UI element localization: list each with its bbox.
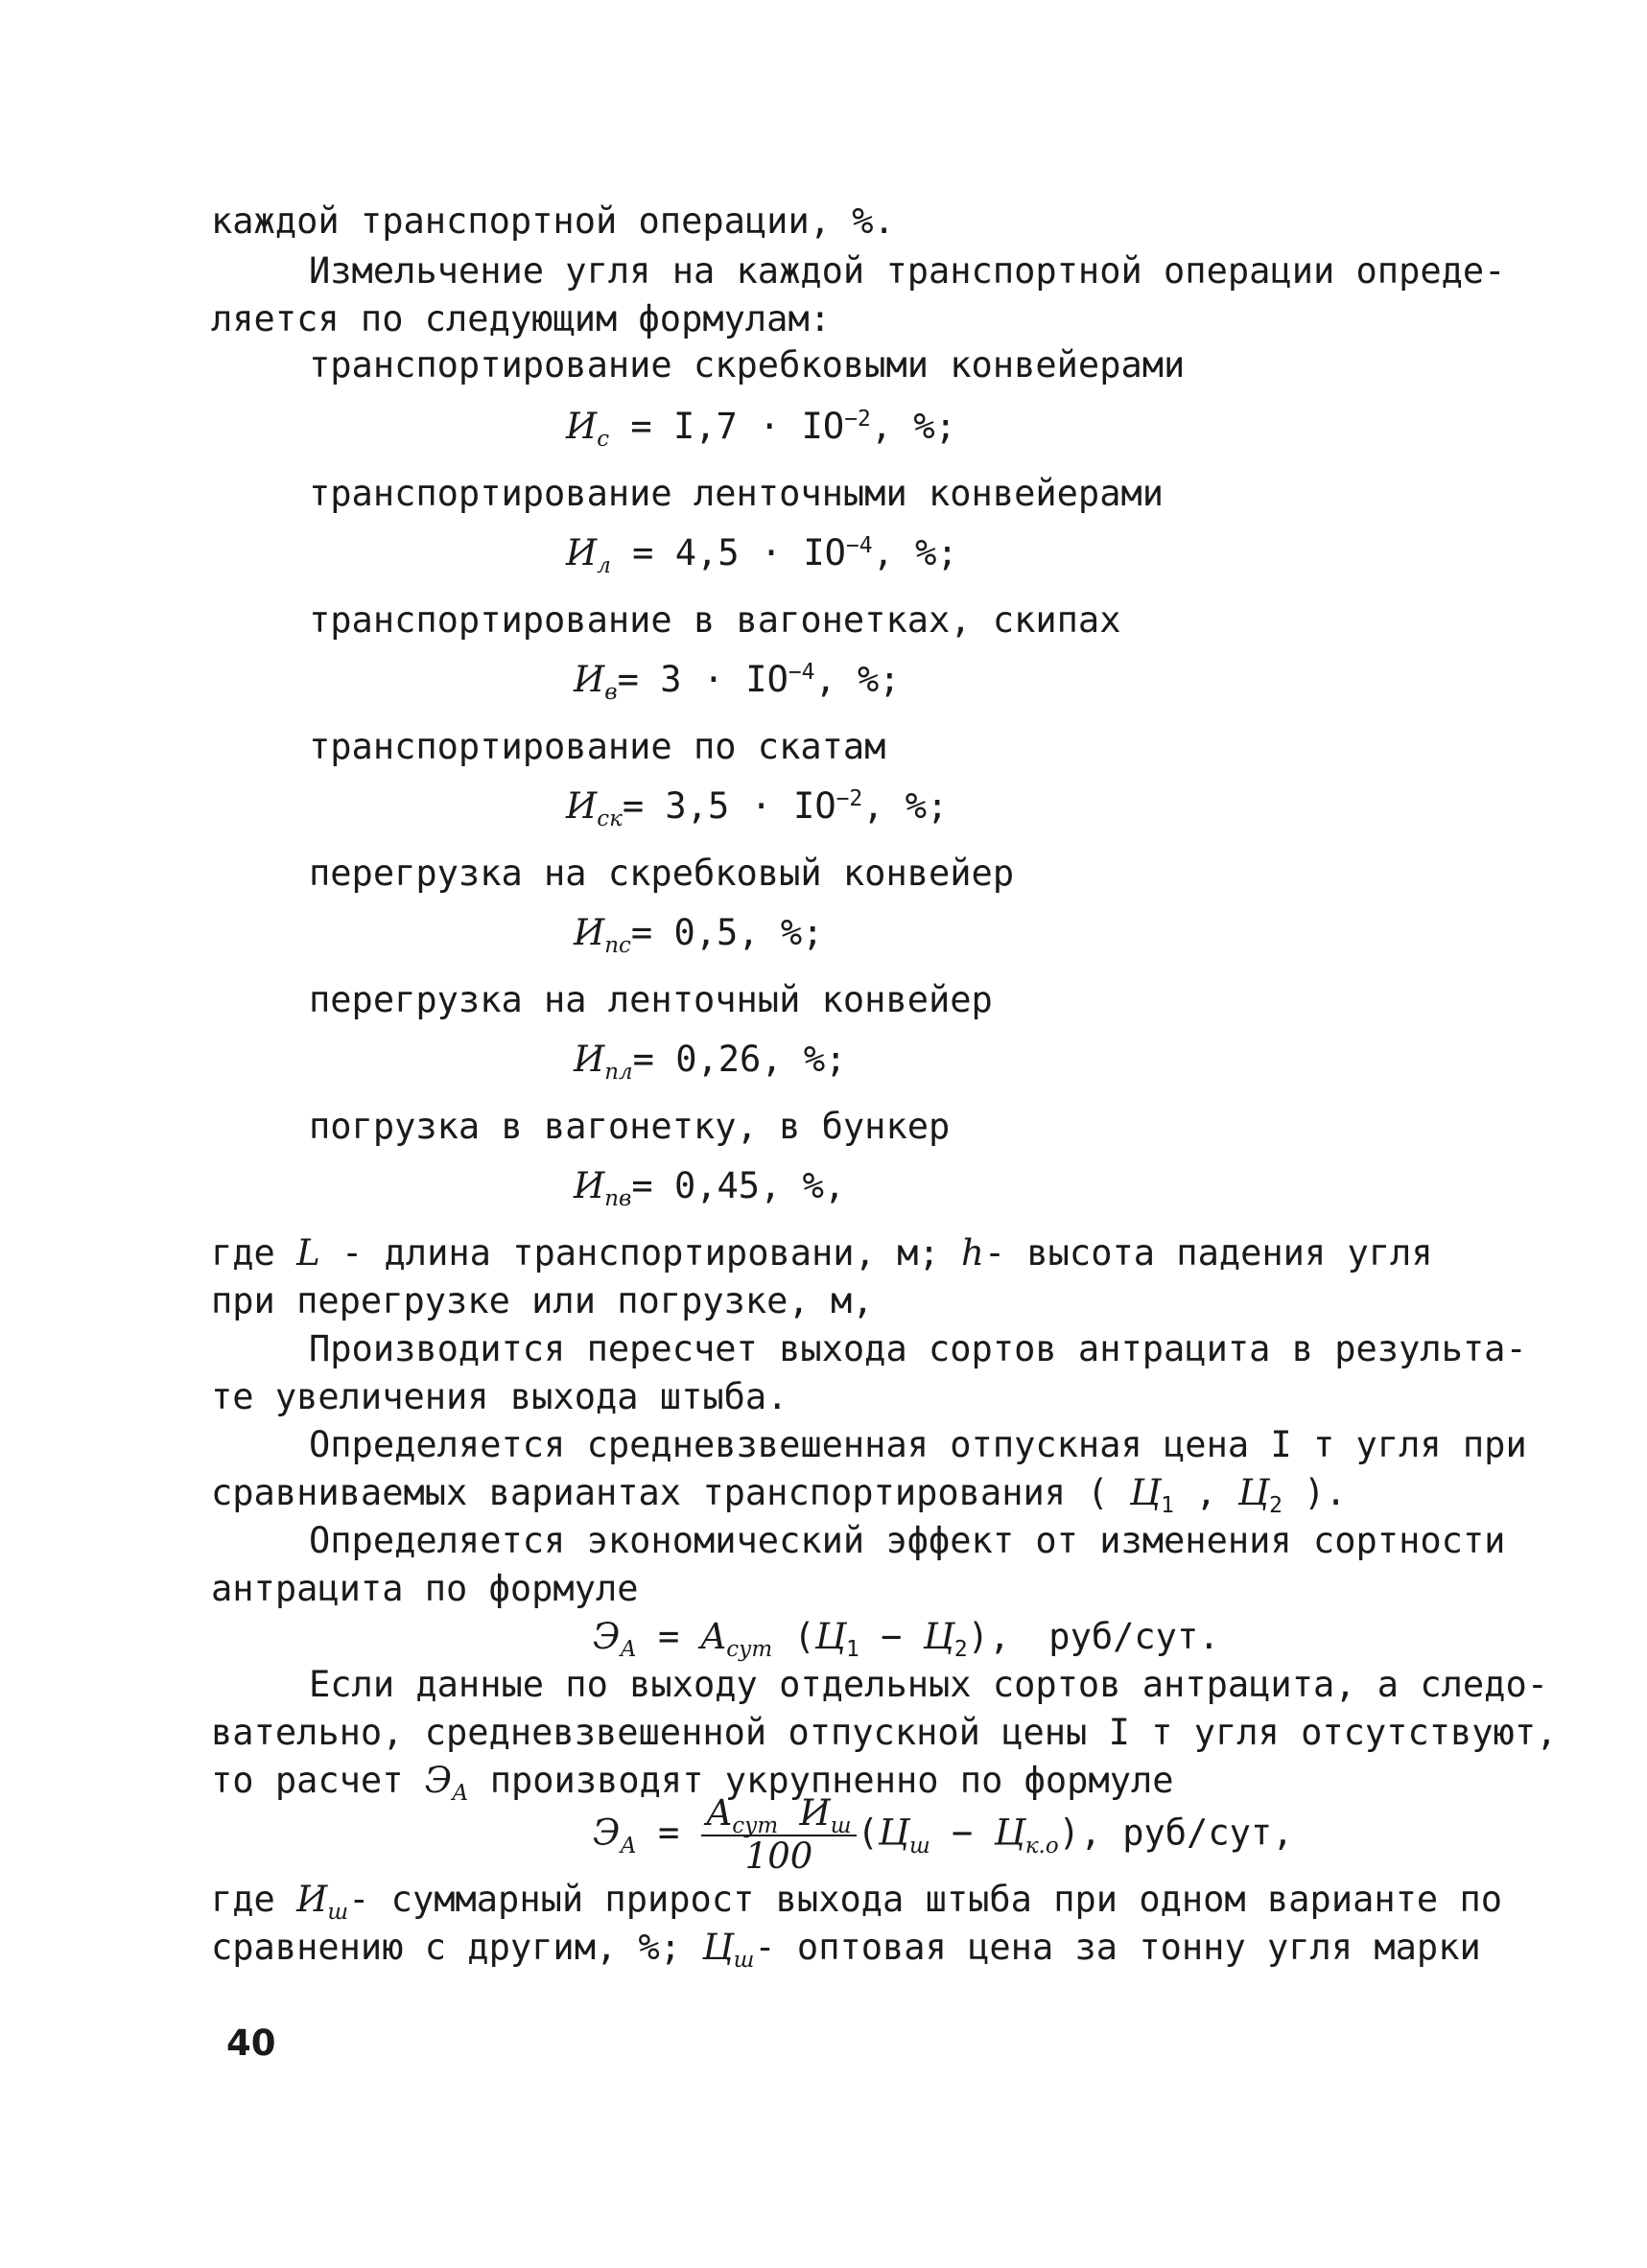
text-line: то расчет $Э_А$ производят укрупненно по формуле — [211, 1760, 1174, 1807]
formula-chute: $И_{ск}= 3,5 \cdot IO^{-2}$, %; — [566, 785, 949, 832]
text-line: транспортирование в вагонетках, скипах — [309, 599, 1121, 641]
formula-economic-effect-approx: $Э_А$ = $\frac{A_{сут} И_ш}{100}$ $(Ц_ш - Ц_{к.о})$, руб/сут, — [593, 1792, 1294, 1877]
text-line: транспортирование по скатам — [309, 726, 886, 767]
text-line: перегрузка на ленточный конвейер — [309, 979, 993, 1020]
text-line: вательно, средневзвешенной отпускной цены I т угля отсутствуют, — [211, 1712, 1558, 1753]
text-line: антрацита по формуле — [211, 1568, 639, 1609]
formula-scraper: $И_с = I,7 \cdot IO^{-2}$, %; — [566, 406, 956, 453]
text-line: транспортирование ленточными конвейерами — [309, 473, 1165, 514]
formula-wagon: $И_в= 3 \cdot IO^{-4}$, %; — [574, 659, 901, 706]
formula-economic-effect: $Э_А = A_{сут}$ $(Ц_1 - Ц_2)$, руб/сут. — [593, 1616, 1220, 1663]
where-definitions: где L - длина транспортировани, м; h- высота падения угля — [211, 1232, 1433, 1274]
formula-transfer-scraper: $И_{пс}= 0,5$, %; — [574, 912, 824, 959]
text-line: сравнению с другим, %; $Ц_ш-$ оптовая цена за тонну угля марки — [211, 1927, 1481, 1974]
text-line: Определяется средневзвешенная отпускная цена I т угля при — [309, 1424, 1527, 1465]
text-line: погрузка в вагонетку, в бункер — [309, 1106, 951, 1147]
text-line: Определяется экономический эффект от изменения сортности — [309, 1520, 1506, 1561]
text-line: ляется по следующим формулам: — [211, 298, 832, 339]
formula-transfer-belt: $И_{пл}= 0,26$, %; — [574, 1039, 847, 1086]
text-line: Производится пересчет выхода сортов антрацита в результа- — [309, 1328, 1527, 1369]
page-number: 40 — [226, 2022, 276, 2064]
text-line: те увеличения выхода штыба. — [211, 1376, 788, 1417]
text-line: транспортирование скребковыми конвейерами — [309, 344, 1186, 386]
text-line: Измельчение угля на каждой транспортной операции опреде- — [309, 250, 1506, 292]
formula-loading: $И_{пв}= 0,45$, %, — [574, 1165, 846, 1212]
text-line: Если данные по выходу отдельных сортов антрацита, а следо- — [309, 1664, 1549, 1705]
formula-belt: $И_л = 4,5 \cdot IO^{-4}$, %; — [566, 532, 958, 579]
text-line: каждой транспортной операции, %. — [211, 200, 895, 242]
fraction: $\frac{A_{сут} И_ш}{100}$ — [701, 1795, 858, 1874]
text-line: при перегрузке или погрузке, м, — [211, 1280, 874, 1321]
where-definitions: где $И_ш-$ суммарный прирост выхода штыба при одном варианте по — [211, 1879, 1503, 1926]
text-line: перегрузка на скребковый конвейер — [309, 853, 1015, 894]
text-line: сравниваемых вариантах транспортирования ( $Ц_1$ , $Ц_2$ ). — [211, 1472, 1347, 1519]
